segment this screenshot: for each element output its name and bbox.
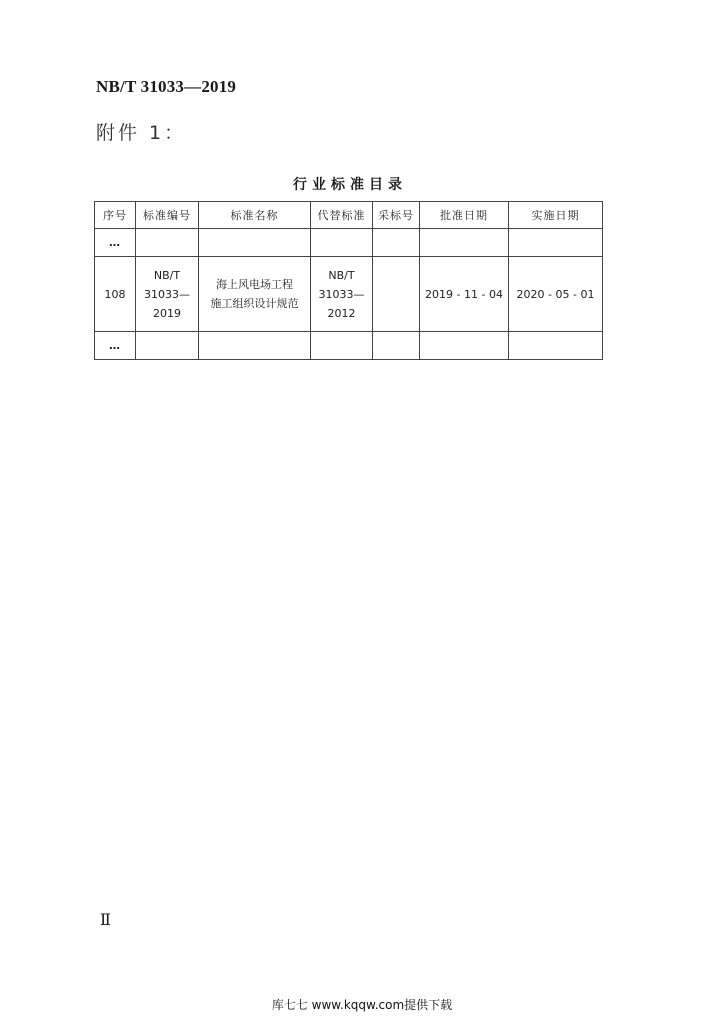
empty-cell bbox=[509, 332, 603, 360]
page-number: Ⅱ bbox=[100, 912, 111, 929]
empty-cell bbox=[373, 332, 420, 360]
effective-date-cell: 2020 - 05 - 01 bbox=[509, 257, 603, 332]
empty-cell bbox=[311, 332, 373, 360]
standards-catalog-table bbox=[94, 201, 603, 360]
empty-cell bbox=[420, 332, 509, 360]
serial-cell: 108 bbox=[95, 257, 136, 332]
empty-cell bbox=[136, 229, 199, 257]
column-header-serial: 序号 bbox=[95, 202, 136, 229]
column-header-effective-date: 实施日期 bbox=[509, 202, 603, 229]
catalog-title: 行业标准目录 bbox=[293, 177, 407, 193]
attachment-label: 附件 1： bbox=[96, 122, 187, 144]
table-header-row bbox=[95, 202, 603, 229]
empty-cell bbox=[136, 332, 199, 360]
column-header-name: 标准名称 bbox=[199, 202, 311, 229]
standard-name-cell bbox=[199, 257, 311, 332]
standard-number-text: NB/T 31033— 2019 bbox=[144, 268, 190, 320]
standard-name-text: 海上风电场工程 施工组织设计规范 bbox=[210, 278, 299, 310]
empty-cell bbox=[420, 229, 509, 257]
table-row-ellipsis-top bbox=[95, 229, 603, 257]
ellipsis-cell: … bbox=[95, 332, 136, 360]
replaces-cell bbox=[311, 257, 373, 332]
table-row bbox=[95, 257, 603, 332]
ellipsis-cell: … bbox=[95, 229, 136, 257]
empty-cell bbox=[373, 229, 420, 257]
column-header-replaces: 代替标准 bbox=[311, 202, 373, 229]
approval-date-cell: 2019 - 11 - 04 bbox=[420, 257, 509, 332]
empty-cell bbox=[509, 229, 603, 257]
table-row-ellipsis-bottom bbox=[95, 332, 603, 360]
empty-cell bbox=[311, 229, 373, 257]
column-header-approval-date: 批准日期 bbox=[420, 202, 509, 229]
adopted-cell bbox=[373, 257, 420, 332]
column-header-adopted: 采标号 bbox=[373, 202, 420, 229]
standard-code-header: NB/T 31033—2019 bbox=[96, 77, 237, 96]
replaces-text: NB/T 31033— 2012 bbox=[318, 268, 365, 320]
column-header-number: 标准编号 bbox=[136, 202, 199, 229]
download-footer: 库七七 www.kqqw.com提供下载 bbox=[271, 998, 453, 1012]
empty-cell bbox=[199, 332, 311, 360]
empty-cell bbox=[199, 229, 311, 257]
standard-number-cell bbox=[136, 257, 199, 332]
